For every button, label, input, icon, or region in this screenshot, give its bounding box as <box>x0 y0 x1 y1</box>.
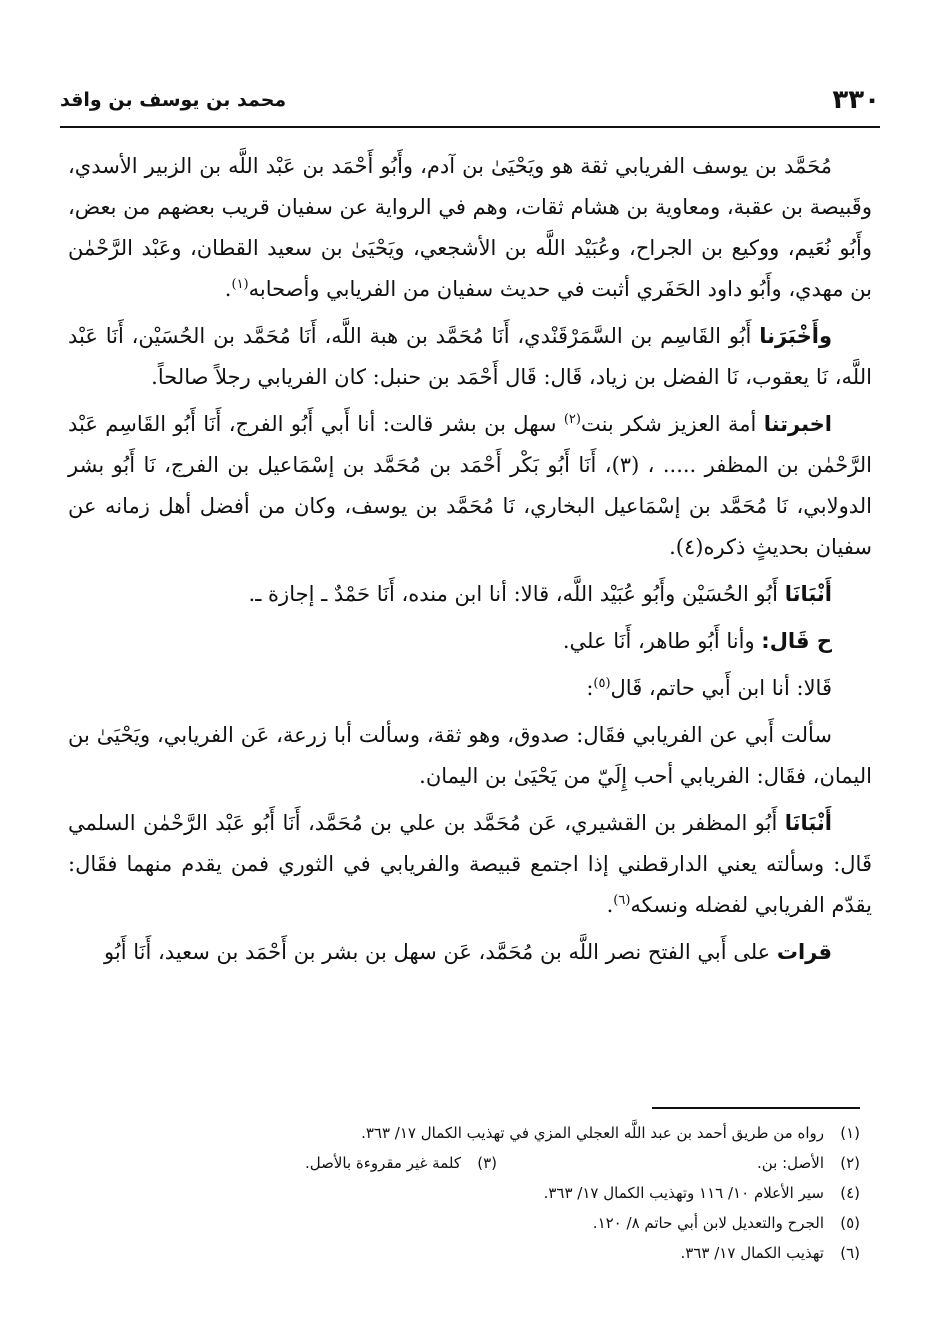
paragraph-8 <box>68 803 872 926</box>
footnote-text: الأصل: بن. <box>756 1154 824 1172</box>
paragraph-5 <box>68 621 872 662</box>
paragraph-lead: أَنْبَانَا <box>784 582 832 606</box>
paragraph-1 <box>68 146 872 310</box>
paragraph-text: أَبُو القَاسِم بن السَّمَرْقَنْدي، أَنَا مُحَمَّد بن هبة اللَّه، أَنَا مُحَمَّد بن الحُسَيْن، أَنَا عَبْد اللَّه، نَا يعقوب، نَا الفضل بن زياد، قَال: قَال أَحْمَد بن حنبل: كان الفريابي رجلاً صالحاً. <box>68 324 872 389</box>
footnote-ref: (١) <box>231 277 249 292</box>
paragraph-tail: . <box>224 277 232 301</box>
footnote-text: تهذيب الكمال ١٧/ ٣٦٣. <box>680 1244 824 1262</box>
footnote-rule <box>652 1107 860 1109</box>
footnote-3 <box>305 1148 497 1178</box>
footnote-1 <box>361 1118 860 1148</box>
paragraph-text: أمة العزيز شكر بنت <box>580 412 764 436</box>
footnote-text: الجرح والتعديل لابن أبي حاتم ٨/ ١٢٠. <box>592 1214 824 1232</box>
paragraph-text: على أَبي الفتح نصر اللَّه بن مُحَمَّد، عَن سهل بن بشر بن أَحْمَد بن سعيد، أَنَا أَبُو <box>104 940 777 964</box>
header-rule <box>60 126 880 128</box>
footnote-row <box>80 1178 860 1208</box>
paragraph-6 <box>68 668 872 709</box>
footnotes <box>80 1118 860 1268</box>
paragraph-text: أَبُو الحُسَيْن وأَبُو عُبَيْد اللَّه، قالا: أنا ابن منده، أَنَا حَمْدٌ ـ إجازة ـ. <box>248 582 785 606</box>
footnote-4 <box>544 1178 860 1208</box>
footnote-number: (٤) <box>840 1184 860 1202</box>
footnote-number: (٥) <box>840 1214 860 1232</box>
paragraph-text: مُحَمَّد بن يوسف الفريابي ثقة هو ويَحْيَىٰ بن آدم، وأَبُو أَحْمَد بن عَبْد اللَّه بن الزبير الأسدي، وقَبيصة بن عقبة، ومعاوية بن هشام ثقات، وهم في الرواية عن سفيان قريب بعضهم من بعض، وأَبُو نُعَيم، ووكيع بن الجراح، وعُبَيْد اللَّه بن الأشجعي، ويَحْيَىٰ بن سعيد القطان، وعَبْد الرَّحْمٰن بن مهدي، وأَبُو داود الحَفَري أثبت في حديث سفيان من الفريابي وأصحابه <box>68 154 873 301</box>
footnote-number: (٢) <box>840 1154 860 1172</box>
footnote-ref: (٥) <box>593 676 611 691</box>
paragraph-lead: ح قَال: <box>761 629 832 653</box>
paragraph-3 <box>68 404 872 568</box>
footnote-6 <box>681 1238 860 1268</box>
paragraph-tail: . <box>606 893 614 917</box>
paragraph-lead: اخبرتنا <box>763 412 832 436</box>
paragraph-text: قَالا: أنا ابن أَبي حاتم، قَال <box>610 676 832 700</box>
footnote-ref: (٦) <box>613 893 631 908</box>
paragraph-text: سألت أَبي عن الفريابي فقَال: صدوق، وهو ثقة، وسألت أبا زرعة، عَن الفريابي، ويَحْيَىٰ بن اليمان، فقَال: الفريابي أحب إِلَيّ من يَحْيَىٰ بن اليمان. <box>68 723 872 788</box>
paragraph-text: وأنا أَبُو طاهر، أَنَا علي. <box>562 629 762 653</box>
paragraph-lead: قرات <box>776 940 832 964</box>
paragraph-lead: أَنْبَانَا <box>784 811 832 835</box>
paragraph-lead: وأَخْبَرَنا <box>759 324 832 348</box>
footnote-number: (٦) <box>840 1244 860 1262</box>
footnote-text: كلمة غير مقروءة بالأصل. <box>304 1154 461 1172</box>
footnote-ref: (٢) <box>563 412 581 427</box>
footnote-2 <box>757 1148 860 1178</box>
page-header <box>60 80 880 120</box>
footnote-row <box>80 1238 860 1268</box>
paragraph-2 <box>68 316 872 398</box>
footnote-5 <box>593 1208 860 1238</box>
main-text <box>68 146 872 979</box>
paragraph-text: أَبُو المظفر بن القشيري، عَن مُحَمَّد بن علي بن مُحَمَّد، أَنَا أَبُو عَبْد الرَّحْمٰن السلمي قَال: وسألته يعني الدارقطني إذا اجتمع قبيصة والفريابي في الثوري فمن يقدم منهما فقَال: يقدّم الفريابي لفضله ونسكه <box>68 811 872 917</box>
paragraph-7 <box>68 715 872 797</box>
footnote-row <box>80 1118 860 1148</box>
footnote-row <box>80 1208 860 1238</box>
footnote-text: رواه من طريق أحمد بن عبد اللَّه العجلي المزي في تهذيب الكمال ١٧/ ٣٦٣. <box>361 1124 824 1142</box>
paragraph-tail: سهل بن بشر قالت: أنا أَبي أَبُو الفرج، أَنَا أَبُو القَاسِم عَبْد الرَّحْمٰن بن المظفر ..... ، (٣)، أَنَا أَبُو بَكْر أَحْمَد بن مُحَمَّد بن إسْمَاعيل بن الفرج، نَا أَبُو بشر الدولابي، نَا مُحَمَّد بن إسْمَاعيل البخاري، نَا مُحَمَّد بن يوسف، وكان من أفضل أهل زمانه عن سفيان بحديثٍ ذكره(٤). <box>68 412 873 559</box>
paragraph-4 <box>68 574 872 615</box>
footnote-number: (١) <box>840 1124 860 1142</box>
paragraph-tail: : <box>586 676 594 700</box>
running-title: محمد بن يوسف بن واقد <box>60 89 287 111</box>
page-number: ٣٣٠ <box>832 85 880 115</box>
footnote-number: (٣) <box>477 1154 497 1172</box>
footnote-row <box>80 1148 860 1178</box>
paragraph-9 <box>68 932 872 973</box>
footnote-text: سير الأعلام ١٠/ ١١٦ وتهذيب الكمال ١٧/ ٣٦٣. <box>543 1184 824 1202</box>
